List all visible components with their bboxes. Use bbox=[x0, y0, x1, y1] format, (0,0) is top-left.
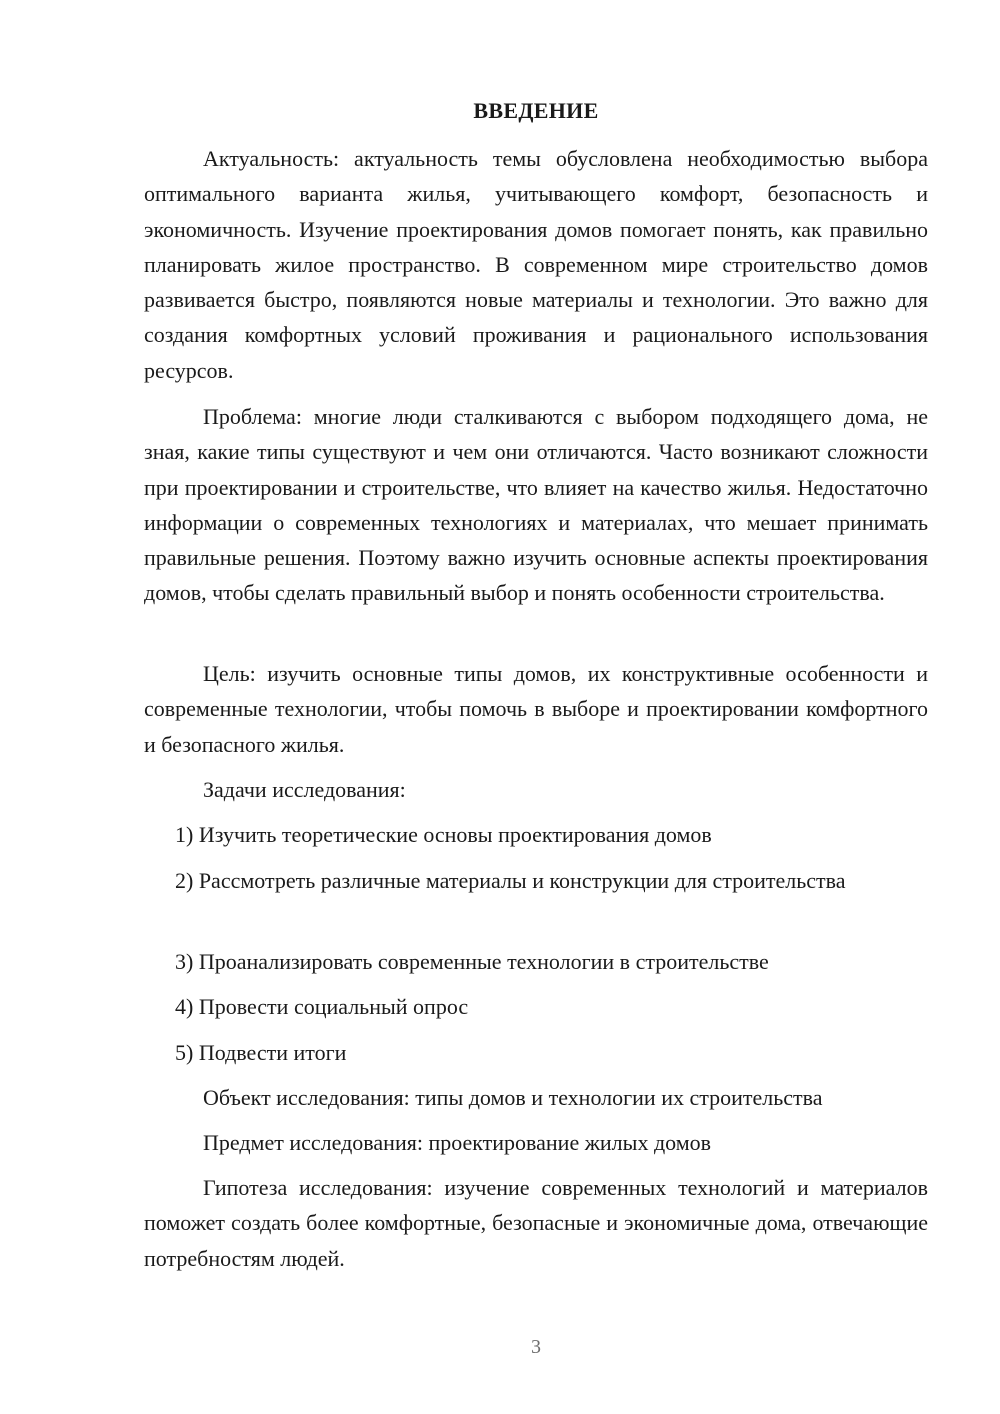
paragraph-subject: Предмет исследования: проектирование жилых домов bbox=[203, 1130, 712, 1155]
task-item-4: 4) Провести социальный опрос bbox=[175, 994, 469, 1019]
paragraph-object: Объект исследования: типы домов и технологии их строительства bbox=[203, 1085, 823, 1110]
task-item-2: 2) Рассмотреть различные материалы и конструкции для строительства bbox=[175, 868, 846, 893]
paragraph-hypothesis: Гипотеза исследования: изучение современных технологий и материалов поможет создать более комфортные, безопасные и экономичные дома, отвечающие потребностям людей. bbox=[144, 1175, 928, 1271]
task-item-3: 3) Проанализировать современные технологии в строительстве bbox=[175, 949, 769, 974]
task-item-1: 1) Изучить теоретические основы проектирования домов bbox=[175, 822, 712, 847]
paragraph-goal: Цель: изучить основные типы домов, их конструктивные особенности и современные технологии, чтобы помочь в выборе и проектировании комфортного и безопасного жилья. bbox=[144, 661, 928, 757]
page-number: 3 bbox=[531, 1336, 541, 1358]
task-item-5: 5) Подвести итоги bbox=[175, 1040, 347, 1065]
paragraph-problem: Проблема: многие люди сталкиваются с выбором подходящего дома, не зная, какие типы существуют и чем они отличаются. Часто возникают сложности при проектировании и строительстве, что влияет на качество жилья. Недостаточно информации о современных технологиях и материалах, что мешает принимать правильные решения. Поэтому важно изучить основные аспекты проектирования домов, чтобы сделать правильный выбор и понять особенности строительства. bbox=[144, 404, 928, 606]
page-title: ВВЕДЕНИЕ bbox=[473, 98, 599, 123]
tasks-heading: Задачи исследования: bbox=[203, 777, 406, 802]
paragraph-relevance: Актуальность: актуальность темы обусловлена необходимостью выбора оптимального варианта жилья, учитывающего комфорт, безопасность и экономичность. Изучение проектирования домов помогает понять, как правильно планировать жилое пространство. В современном мире строительство домов развивается быстро, появляются новые материалы и технологии. Это важно для создания комфортных условий проживания и рационального использования ресурсов. bbox=[144, 146, 928, 383]
